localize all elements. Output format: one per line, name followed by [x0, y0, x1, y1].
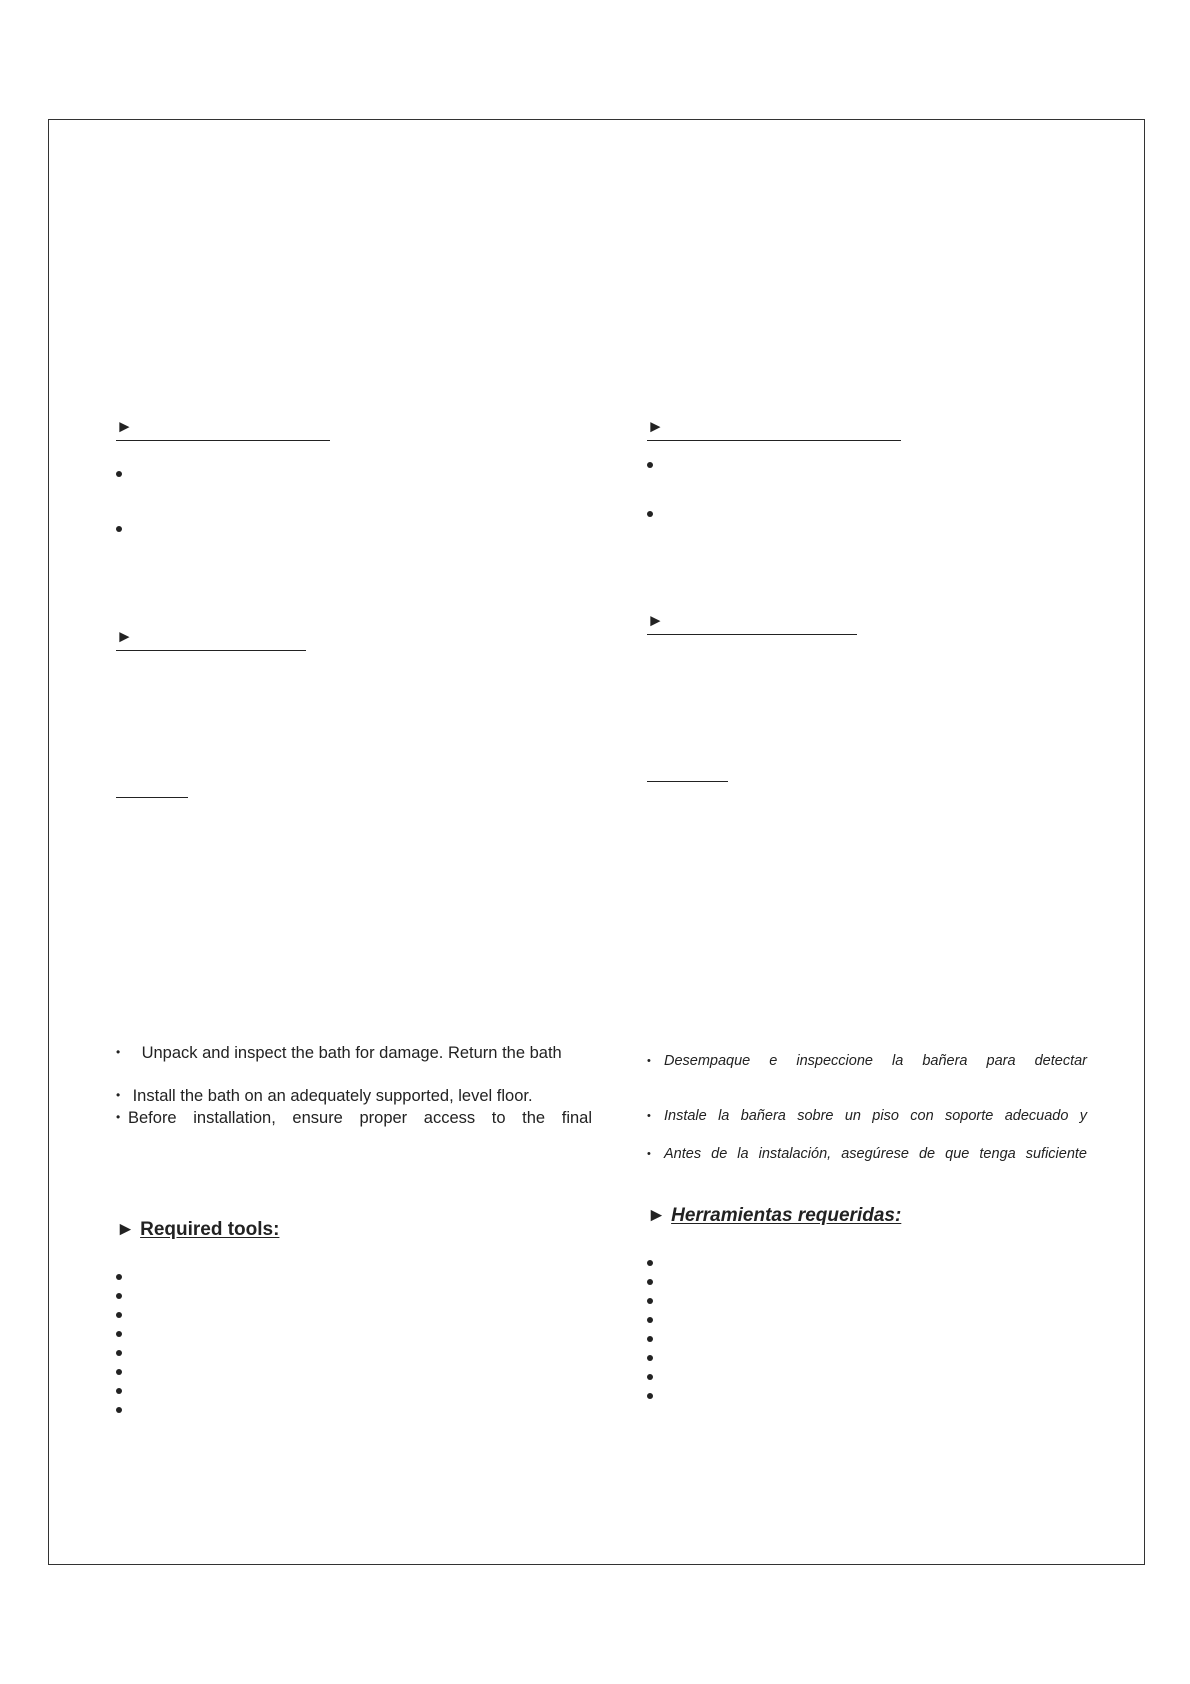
arrow-icon: ► — [647, 611, 664, 630]
bullet-icon: • — [647, 1110, 651, 1122]
en-tool-bullet — [116, 1388, 122, 1394]
en-tool-bullet — [116, 1369, 122, 1375]
es-heading-stub-3 — [647, 781, 728, 782]
en-tool-bullet — [116, 1274, 122, 1280]
es-tool-bullet — [647, 1355, 653, 1361]
bullet-icon: • — [647, 1055, 651, 1067]
en-tool-bullet — [116, 1350, 122, 1356]
en-bullet-dot — [116, 526, 122, 532]
en-prep-text-2: Install the bath on an adequately supported, level floor. — [132, 1087, 533, 1105]
bullet-icon: • — [647, 1148, 651, 1160]
es-heading-stub-1 — [647, 417, 901, 441]
bullet-icon: • — [116, 1045, 121, 1059]
es-tool-bullet — [647, 1279, 653, 1285]
en-prep-text-3: Before installation, ensure proper access to the final — [128, 1109, 592, 1127]
en-required-tools-label: Required tools: — [140, 1219, 280, 1240]
en-tool-bullet — [116, 1331, 122, 1337]
es-bullet-dot — [647, 462, 653, 468]
en-prep-item-3 — [116, 1107, 592, 1128]
bullet-icon: • — [116, 1088, 121, 1102]
arrow-icon: ► — [116, 1219, 135, 1240]
en-prep-text-1: Unpack and inspect the bath for damage. Return the bath — [141, 1044, 562, 1062]
en-prep-item-1 — [116, 1042, 592, 1063]
es-required-tools-label: Herramientas requeridas: — [671, 1205, 902, 1226]
en-bullet-dot — [116, 471, 122, 477]
en-prep-item-2 — [116, 1085, 592, 1106]
es-tool-bullet — [647, 1317, 653, 1323]
es-prep-text-3: Antes de la instalación, asegúrese de que tenga suficiente — [664, 1146, 1087, 1162]
arrow-icon: ► — [647, 1205, 666, 1226]
en-tool-bullet — [116, 1312, 122, 1318]
arrow-icon: ► — [116, 627, 133, 646]
arrow-icon: ► — [116, 417, 133, 436]
es-tool-bullet — [647, 1374, 653, 1380]
es-bullet-dot — [647, 511, 653, 517]
en-required-tools-heading — [116, 1218, 279, 1242]
en-heading-stub-1 — [116, 417, 330, 441]
page-border — [48, 119, 1145, 1565]
es-required-tools-heading — [647, 1204, 901, 1228]
en-heading-stub-3 — [116, 797, 188, 798]
es-tool-bullet — [647, 1260, 653, 1266]
es-prep-text-2: Instale la bañera sobre un piso con soporte adecuado y — [664, 1108, 1087, 1124]
en-tool-bullet — [116, 1407, 122, 1413]
en-heading-stub-2 — [116, 627, 306, 651]
en-tool-bullet — [116, 1293, 122, 1299]
es-tool-bullet — [647, 1393, 653, 1399]
arrow-icon: ► — [647, 417, 664, 436]
bullet-icon: • — [116, 1110, 121, 1124]
es-tool-bullet — [647, 1336, 653, 1342]
es-tool-bullet — [647, 1298, 653, 1304]
es-prep-text-1: Desempaque e inspeccione la bañera para detectar — [664, 1053, 1087, 1069]
es-heading-stub-2 — [647, 611, 857, 635]
